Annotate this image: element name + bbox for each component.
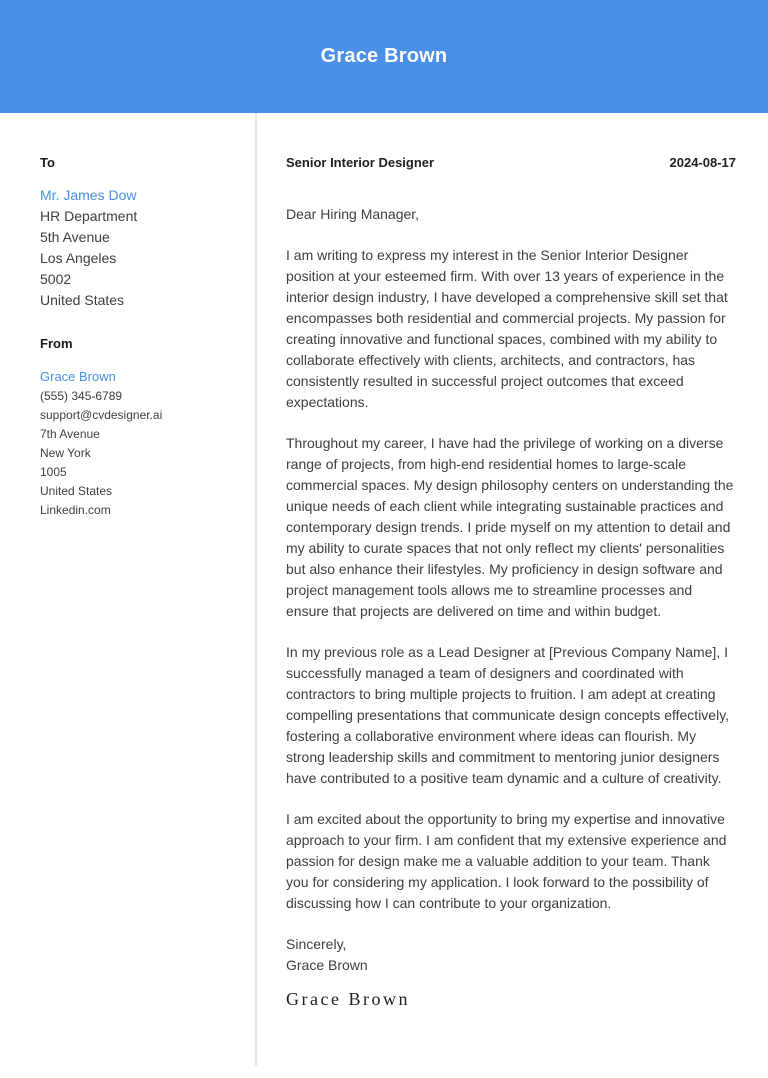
letter-paragraph: In my previous role as a Lead Designer at [Previous Company Name], I successfully managed a team of designers and coordinated with contractors to bring multiple projects to fruition. I am adept at creating compelling presentations that communicate design concepts effectively, fostering a collaborative environment where ideas can flourish. My strong leadership skills and commitment to mentoring junior designers have contributed to a positive team dynamic and a culture of creativity. [286,644,730,786]
sender-phone: (555) 345-6789 [40,389,123,403]
letter-body [257,113,768,1066]
letter-paragraph: I am writing to express my interest in the Senior Interior Designer position at your esteemed firm. With over 13 years of experience in the interior design industry, I have developed a comprehensive skill set that encompasses both residential and commercial projects. My passion for creating innovative and functional spaces, combined with my ability to collaborate effectively with clients, architects, and contractors, has consistently resulted in successful project outcomes that exceed expectations. [286,247,728,410]
job-title: Senior Interior Designer [286,155,435,170]
recipient-city: Los Angeles [40,250,117,266]
from-label: From [40,336,73,351]
to-label: To [40,155,55,170]
recipient-block [40,155,237,311]
sender-country: United States [40,484,113,498]
closing-salutation: Sincerely, [286,936,347,952]
closing-name: Grace Brown [286,957,368,973]
sidebar [0,113,257,1066]
sender-name-link[interactable]: Grace Brown [40,369,116,384]
salutation: Dear Hiring Manager, [286,206,420,222]
sender-block [40,336,237,520]
letter-paragraph: I am excited about the opportunity to bring my expertise and innovative approach to your firm. I am confident that my extensive experience and passion for design make me a valuable addition to your team. Thank you for considering my application. I look forward to the possibility of discussing how I can contribute to your organization. [286,811,727,911]
sender-email: support@cvdesigner.ai [40,408,163,422]
recipient-department: HR Department [40,208,138,224]
header-banner [0,0,768,113]
signature-text: Grace Brown [286,989,410,1009]
letter-date: 2024-08-17 [669,155,736,170]
recipient-zip: 5002 [40,271,72,287]
sender-zip: 1005 [40,465,67,479]
page-title: Grace Brown [320,45,448,67]
sender-street: 7th Avenue [40,427,100,441]
recipient-name-link[interactable]: Mr. James Dow [40,187,137,203]
recipient-street: 5th Avenue [40,229,110,245]
sender-linkedin: Linkedin.com [40,503,111,517]
recipient-country: United States [40,292,125,308]
sender-city: New York [40,446,91,460]
letter-title-row [286,155,736,170]
letter-paragraph: Throughout my career, I have had the privilege of working on a diverse range of projects, from high-end residential homes to large-scale commercial spaces. My design philosophy centers on understanding the unique needs of each client while integrating sustainable practices and contemporary design trends. I pride myself on my attention to detail and my ability to curate spaces that not only reflect my clients' personalities but also enhance their lifestyles. My proficiency in design software and project management tools allows me to streamline processes and ensure that projects are delivered on time and within budget. [286,435,734,619]
content-columns [0,113,768,1066]
